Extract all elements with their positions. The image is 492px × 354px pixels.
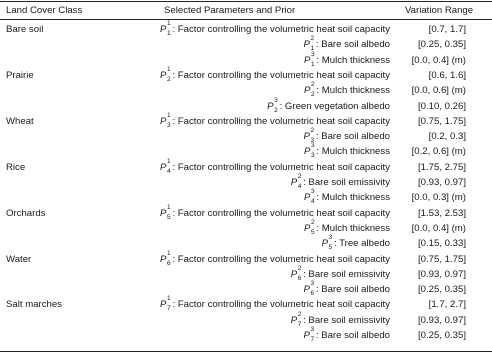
parameter-subscript: 2: [167, 75, 171, 83]
variation-range-cell: [0.0, 0.4] (m): [411, 54, 466, 66]
land-cover-class-cell: Orchards: [6, 207, 46, 219]
parameter-subscript: 1: [311, 60, 315, 68]
parameter-description: : Factor controlling the volumetric heat soil capacity: [172, 24, 390, 35]
parameter-symbol: [303, 280, 315, 298]
parameter-superscript: 2: [311, 218, 315, 226]
parameter-cell: [303, 326, 390, 343]
parameter-superscript: 2: [297, 310, 302, 318]
parameter-superscript: 2: [297, 173, 302, 180]
parameter-symbol: [304, 81, 315, 99]
variation-range-cell: [0.10, 0.26]: [417, 100, 466, 112]
parameter-superscript: 3: [274, 96, 278, 104]
parameter-symbol: [321, 234, 333, 252]
parameter-cell: [160, 65, 390, 83]
parameter-cell: [303, 127, 390, 145]
parameter-cell: [304, 50, 390, 68]
table-row: [0, 20, 492, 37]
parameter-superscript: 1: [167, 249, 171, 257]
land-cover-class-cell: Water: [6, 253, 32, 265]
parameter-symbol: [304, 50, 315, 68]
parameter-description: : Factor controlling the volumetric heat soil capacity: [172, 69, 390, 81]
parameter-cell: [160, 111, 390, 129]
variation-range-cell: [0.2, 0.6] (m): [411, 146, 466, 158]
parameter-subscript: 4: [167, 167, 171, 175]
parameter-letter: P: [160, 161, 167, 173]
parameter-description: : Bare soil emissivity: [303, 177, 390, 188]
table-row: [0, 188, 492, 206]
table-row: [0, 81, 492, 99]
parameter-letter: P: [303, 284, 310, 296]
parameter-subscript: 7: [297, 320, 302, 328]
parameter-letter: P: [303, 39, 310, 51]
parameter-subscript: 1: [310, 45, 315, 53]
parameter-cell: [160, 20, 390, 37]
parameter-letter: P: [304, 192, 311, 204]
parameter-symbol: [160, 111, 171, 129]
parameter-superscript: 2: [310, 35, 315, 43]
parameter-subscript: 1: [167, 30, 171, 37]
table-row: [0, 65, 492, 83]
parameter-symbol: [304, 142, 315, 160]
parameter-symbol: [290, 173, 302, 190]
parameter-subscript: 5: [328, 244, 333, 252]
parameter-superscript: 1: [167, 65, 171, 73]
parameter-subscript: 3: [311, 152, 315, 160]
parameter-superscript: 3: [311, 50, 315, 58]
parameter-subscript: 7: [167, 305, 171, 313]
table-row: [0, 264, 492, 282]
land-cover-class-cell: Prairie: [6, 69, 34, 81]
parameter-cell: [160, 203, 390, 221]
parameter-letter: P: [290, 314, 298, 326]
parameter-symbol: [304, 188, 315, 206]
parameter-description: : Mulch thickness: [316, 54, 390, 66]
parameter-symbol: [160, 157, 171, 175]
parameter-description: : Bare soil emissivity: [303, 314, 390, 326]
parameter-subscript: 4: [297, 183, 302, 190]
parameter-cell: [267, 96, 390, 114]
table-row: [0, 142, 492, 160]
parameter-superscript: 3: [310, 280, 315, 288]
parameter-description: : Mulch thickness: [316, 85, 390, 97]
parameter-superscript: 1: [167, 295, 171, 303]
variation-range-cell: [0.75, 1.75]: [417, 253, 466, 265]
parameter-description: : Green vegetation albedo: [279, 100, 390, 112]
header-variation-range: Variation Range: [405, 5, 474, 16]
parameter-description: : Bare soil albedo: [315, 39, 390, 51]
parameter-superscript: 3: [310, 326, 315, 333]
parameter-letter: P: [160, 69, 167, 81]
table-row: [0, 310, 492, 328]
land-cover-class-cell: Salt marches: [6, 299, 62, 311]
parameter-symbol: [303, 35, 315, 53]
table-row: [0, 127, 492, 145]
parameter-symbol: [267, 96, 278, 114]
header-land-cover-class: Land Cover Class: [6, 5, 83, 16]
parameter-subscript: 3: [310, 137, 315, 145]
parameter-symbol: [160, 295, 171, 313]
parameter-superscript: 1: [167, 157, 171, 165]
parameter-symbol: [303, 326, 315, 343]
variation-range-cell: [1.7, 2.7]: [428, 299, 466, 311]
variation-range-cell: [1.53, 2.53]: [417, 207, 466, 219]
land-cover-class-cell: Rice: [6, 161, 26, 173]
parameter-subscript: 3: [167, 121, 171, 129]
land-cover-class-cell: Wheat: [6, 115, 34, 127]
parameter-description: : Tree albedo: [333, 238, 390, 250]
parameter-superscript: 1: [167, 20, 171, 27]
parameter-letter: P: [160, 207, 167, 219]
parameter-superscript: 2: [311, 81, 315, 89]
variation-range-cell: [0.25, 0.35]: [417, 284, 466, 296]
parameter-symbol: [160, 203, 171, 221]
parameter-cell: [304, 218, 390, 236]
variation-range-cell: [0.15, 0.33]: [417, 238, 466, 250]
parameter-superscript: 2: [310, 127, 315, 135]
parameter-letter: P: [321, 238, 328, 250]
variation-range-cell: [0.93, 0.97]: [417, 177, 466, 188]
variation-range-cell: [0.0, 0.6] (m): [411, 85, 466, 97]
parameter-symbol: [290, 310, 302, 328]
parameter-letter: P: [303, 131, 310, 143]
variation-range-cell: [0.0, 0.3] (m): [411, 192, 466, 204]
parameter-cell: [321, 234, 390, 252]
table-row: [0, 157, 492, 175]
parameter-description: : Bare soil albedo: [315, 284, 390, 296]
parameter-superscript: 3: [311, 142, 315, 150]
parameter-description: : Factor controlling the volumetric heat soil capacity: [172, 299, 390, 311]
variation-range-cell: [1.75, 2.75]: [417, 161, 466, 173]
parameter-letter: P: [304, 85, 311, 97]
parameter-description: : Factor controlling the volumetric heat soil capacity: [172, 161, 390, 173]
parameter-description: : Bare soil emissivity: [303, 268, 390, 280]
table-row: [0, 218, 492, 236]
parameter-superscript: 1: [167, 111, 171, 119]
parameter-letter: P: [304, 54, 311, 66]
parameter-description: : Mulch thickness: [316, 192, 390, 204]
table-row: [0, 173, 492, 190]
variation-range-cell: [0.93, 0.97]: [417, 314, 466, 326]
parameter-cell: [304, 142, 390, 160]
table-row: [0, 249, 492, 267]
parameter-subscript: 4: [311, 198, 315, 206]
parameter-subscript: 6: [297, 274, 302, 282]
header-selected-parameters: Selected Parameters and Prior: [164, 5, 296, 16]
parameter-description: : Factor controlling the volumetric heat soil capacity: [172, 207, 390, 219]
variation-range-cell: [0.25, 0.35]: [417, 330, 466, 341]
parameter-cell: [303, 280, 390, 298]
parameter-description: : Mulch thickness: [316, 146, 390, 158]
table-row: [0, 326, 492, 343]
parameter-superscript: 1: [167, 203, 171, 211]
parameter-letter: P: [303, 330, 310, 341]
parameter-cell: [160, 295, 390, 313]
table-row: [0, 96, 492, 114]
parameter-subscript: 5: [311, 228, 315, 236]
parameter-cell: [290, 173, 390, 190]
parameter-letter: P: [160, 299, 167, 311]
parameter-superscript: 2: [297, 264, 302, 272]
table-row: [0, 111, 492, 129]
parameter-cell: [290, 264, 390, 282]
parameter-symbol: [160, 20, 171, 37]
variation-range-cell: [0.7, 1.7]: [428, 24, 466, 35]
parameter-cell: [303, 35, 390, 53]
parameter-letter: P: [290, 268, 298, 280]
variation-range-cell: [0.25, 0.35]: [417, 39, 466, 51]
table-row: [0, 50, 492, 68]
parameter-cell: [304, 188, 390, 206]
parameter-subscript: 2: [311, 91, 315, 99]
table-row: [0, 280, 492, 298]
variation-range-cell: [0.75, 1.75]: [417, 115, 466, 127]
land-cover-class-cell: Bare soil: [6, 24, 44, 35]
variation-range-cell: [0.6, 1.6]: [428, 69, 466, 81]
parameter-letter: P: [160, 115, 167, 127]
parameter-symbol: [303, 127, 315, 145]
variation-range-cell: [0.93, 0.97]: [417, 268, 466, 280]
parameter-cell: [290, 310, 390, 328]
parameter-cell: [304, 81, 390, 99]
parameter-superscript: 3: [311, 188, 315, 196]
variation-range-cell: [0.0, 0.4] (m): [411, 222, 466, 234]
parameter-symbol: [290, 264, 302, 282]
parameter-superscript: 3: [328, 234, 333, 242]
parameter-letter: P: [304, 222, 311, 234]
parameter-subscript: 7: [310, 336, 315, 343]
parameter-subscript: 6: [310, 290, 315, 298]
parameter-subscript: 2: [274, 106, 278, 114]
table-row: [0, 35, 492, 53]
table-row: [0, 234, 492, 252]
parameter-description: : Factor controlling the volumetric heat soil capacity: [172, 253, 390, 265]
parameter-letter: P: [304, 146, 311, 158]
parameter-symbol: [160, 249, 171, 267]
parameter-letter: P: [267, 100, 274, 112]
parameter-description: : Bare soil albedo: [315, 330, 390, 341]
parameter-description: : Bare soil albedo: [315, 131, 390, 143]
parameter-description: : Mulch thickness: [316, 222, 390, 234]
parameter-subscript: 5: [167, 213, 171, 221]
table-bottom-rule: [0, 351, 492, 352]
parameter-letter: P: [160, 253, 167, 265]
parameter-letter: P: [290, 177, 298, 188]
parameter-letter: P: [160, 24, 167, 35]
table-header-rule: [0, 19, 492, 20]
parameter-subscript: 6: [167, 259, 171, 267]
table-row: [0, 295, 492, 313]
parameter-cell: [160, 249, 390, 267]
parameter-symbol: [160, 65, 171, 83]
parameter-description: : Factor controlling the volumetric heat soil capacity: [172, 115, 390, 127]
parameter-cell: [160, 157, 390, 175]
table-row: [0, 203, 492, 221]
variation-range-cell: [0.2, 0.3]: [428, 131, 466, 143]
parameter-symbol: [304, 218, 315, 236]
table-top-rule: [0, 1, 492, 2]
